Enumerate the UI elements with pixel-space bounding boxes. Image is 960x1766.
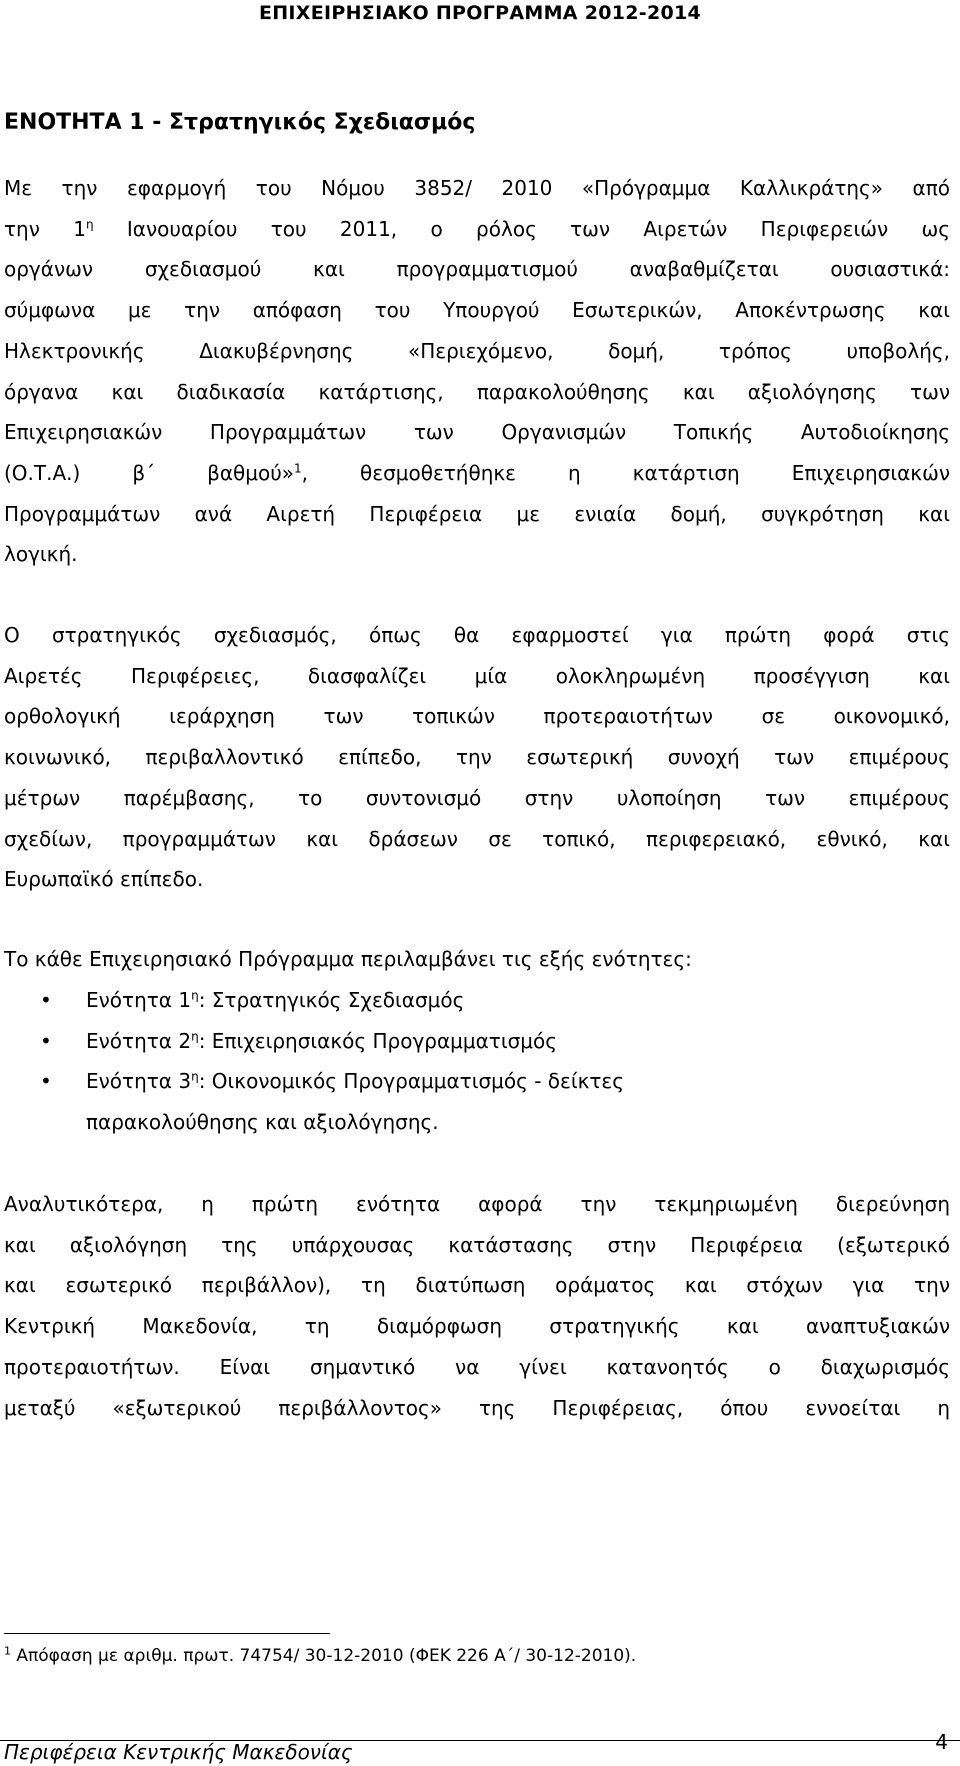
paragraph-line: Ο στρατηγικός σχεδιασμός, όπως θα εφαρμοστεί για πρώτη φορά στις: [4, 623, 950, 647]
paragraph-line: σχεδίων, προγραμμάτων και δράσεων σε τοπικό, περιφερειακό, εθνικό, και: [4, 826, 950, 851]
paragraph-line: όργανα και διαδικασία κατάρτισης, παρακολούθησης και αξιολόγησης των: [4, 379, 950, 404]
section-heading: ΕΝΟΤΗΤΑ 1 - Στρατηγικός Σχεδιασμός: [4, 110, 476, 135]
paragraph-line: λογική.: [4, 542, 78, 567]
list-item: • Ενότητα $2^\eta$: Επιχειρησιακός Προγραμματισμός: [0, 1021, 960, 1062]
paragraph-line: Με την εφαρμογή του Νόμου 3852/ 2010 «Πρόγραμμα Καλλικράτης» από: [4, 176, 950, 200]
footnote-text: Απόφαση με αριθμ. πρωτ. 74754/ 30-12-2010 (ΦΕΚ 226 Α΄/ 30-12-2010).: [11, 1646, 637, 1666]
list-item-continuation: παρακολούθησης και αξιολόγησης.: [86, 1110, 439, 1135]
paragraph-line: ορθολογική ιεράρχηση των τοπικών προτεραιοτήτων σε οικονομικό,: [4, 704, 950, 729]
paragraph-line: προτεραιοτήτων. Είναι σημαντικό να γίνει κατανοητός ο διαχωρισμός: [4, 1354, 950, 1379]
paragraph-line: οργάνων σχεδιασμού και προγραμματισμού αναβαθμίζεται ουσιαστικά:: [4, 257, 950, 282]
paragraph-sections-intro: [4, 939, 950, 980]
paragraph-line: Αιρετές Περιφέρειες, διασφαλίζει μία ολοκληρωμένη προσέγγιση και: [4, 663, 950, 688]
sections-list: [0, 980, 960, 1143]
footnote-reference[interactable]: 1: [294, 461, 302, 476]
running-header: ΕΠΙΧΕΙΡΗΣΙΑΚΟ ΠΡΟΓΡΑΜΜΑ 2012-2014: [258, 2, 702, 24]
bullet-icon: •: [40, 1028, 52, 1053]
footer-region: Περιφέρεια Κεντρικής Μακεδονίας: [4, 1740, 353, 1764]
paragraph-analysis: [4, 1184, 950, 1428]
paragraph-line: Αναλυτικότερα, η πρώτη ενότητα αφορά την τεκμηριωμένη διερεύνηση: [4, 1192, 950, 1216]
paragraph-line: Προγραμμάτων ανά Αιρετή Περιφέρεια με ενιαία δομή, συγκρότηση και: [4, 501, 950, 526]
list-item: • Ενότητα $3^\eta$: Οικονομικός Προγραμματισμός - δείκτες παρακολούθησης και αξιολόγησης.: [0, 1061, 960, 1142]
footnote-divider: [4, 1633, 330, 1634]
ordinal-superscript: η: [191, 1029, 199, 1044]
ordinal-superscript: η: [191, 1069, 199, 1084]
paragraph-line: Ηλεκτρονικής Διακυβέρνησης «Περιεχόμενο, δομή, τρόπος υποβολής,: [4, 338, 950, 363]
paragraph-line: σύμφωνα με την απόφαση του Υπουργού Εσωτερικών, Αποκέντρωσης και: [4, 298, 950, 323]
bullet-icon: •: [40, 1069, 52, 1094]
bullet-icon: •: [40, 988, 52, 1012]
paragraph-line: και εσωτερικό περιβάλλον), τη διατύπωση οράματος και στόχων για την: [4, 1273, 950, 1298]
page-number: 4: [935, 1730, 948, 1754]
list-item: • Ενότητα $1^\eta$: Στρατηγικός Σχεδιασμός: [0, 980, 960, 1021]
paragraph-line: Επιχειρησιακών Προγραμμάτων των Οργανισμών Τοπικής Αυτοδιοίκησης: [4, 420, 950, 445]
paragraph-line: και αξιολόγηση της υπάρχουσας κατάστασης στην Περιφέρεια (εξωτερικό: [4, 1232, 950, 1257]
paragraph-line: μέτρων παρέμβασης, το συντονισμό στην υλοποίηση των επιμέρους: [4, 785, 950, 810]
footnote-marker: 1: [4, 1644, 11, 1658]
paragraph-line: Κεντρική Μακεδονία, τη διαμόρφωση στρατηγικής και αναπτυξιακών: [4, 1314, 950, 1339]
paragraph-line: Το κάθε Επιχειρησιακό Πρόγραμμα περιλαμβάνει τις εξής ενότητες:: [4, 947, 692, 971]
paragraph-line: κοινωνικό, περιβαλλοντικό επίπεδο, την εσωτερική συνοχή των επιμέρους: [4, 745, 950, 770]
footnote: [4, 1643, 636, 1669]
paragraph-strategic-planning: [4, 615, 950, 900]
paragraph-line: Ευρωπαϊκό επίπεδο.: [4, 867, 204, 892]
paragraph-line: (Ο.Τ.Α.) β΄ βαθμού»$^1$, θεσμοθετήθηκε η κατάρτιση Επιχειρησιακών: [4, 460, 950, 485]
ordinal-superscript: η: [191, 988, 199, 1003]
paragraph-intro: [4, 168, 950, 575]
paragraph-line: μεταξύ «εξωτερικού περιβάλλοντος» της Περιφέρειας, όπου εννοείται η: [4, 1395, 950, 1420]
paragraph-line: την $1^\eta$ Ιανουαρίου του 2011, ο ρόλος των Αιρετών Περιφερειών ως: [4, 216, 950, 241]
ordinal-superscript: η: [85, 217, 94, 232]
